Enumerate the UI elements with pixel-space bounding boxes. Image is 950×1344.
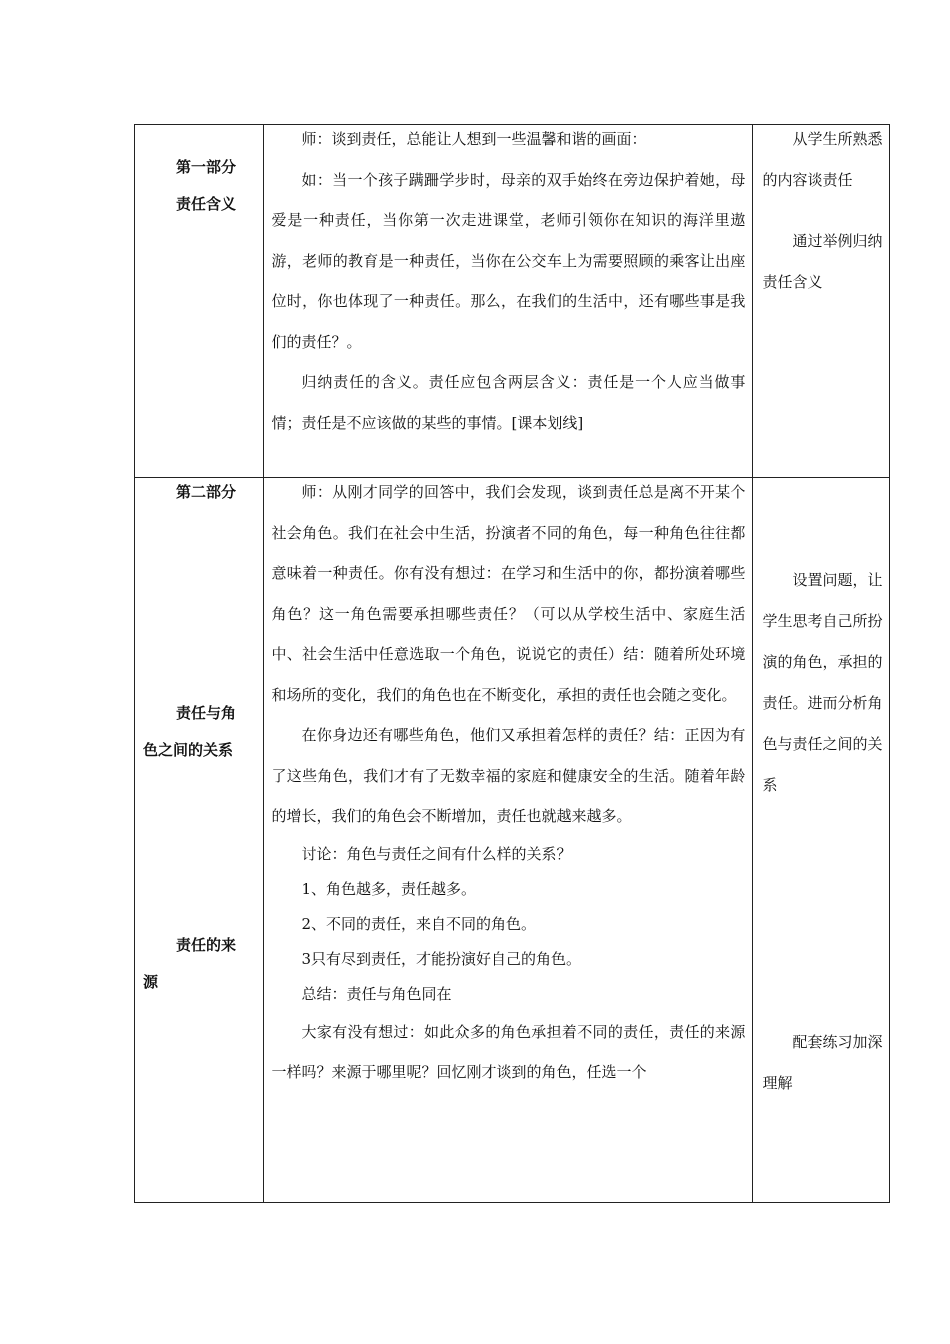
design-note: 通过举例归纳责任含义 bbox=[762, 232, 883, 291]
lesson-plan-table bbox=[134, 124, 890, 1203]
section-title: 第二部分 bbox=[176, 483, 237, 501]
content-paragraph: 1、角色越多，责任越多。 bbox=[301, 879, 477, 898]
design-note: 设置问题，让学生思考自己所扮演的角色，承担的责任。进而分析角色与责任之间的关系 bbox=[762, 571, 883, 794]
section-label-cell bbox=[135, 478, 264, 1203]
section-title: 第一部分 bbox=[176, 158, 237, 176]
content-paragraph: 讨论：角色与责任之间有什么样的关系？ bbox=[301, 844, 572, 863]
content-paragraph: 2、不同的责任，来自不同的角色。 bbox=[301, 914, 537, 933]
content-paragraph: 归纳责任的含义。责任应包含两层含义：责任是一个人应当做事情；责任是不应该做的某些的事情。[课本划线] bbox=[271, 373, 746, 432]
content-paragraph: 3只有尽到责任，才能扮演好自己的角色。 bbox=[301, 949, 582, 968]
table-row-part-two bbox=[135, 478, 890, 1203]
teaching-content-cell bbox=[263, 125, 753, 478]
design-note: 从学生所熟悉的内容谈责任 bbox=[762, 130, 883, 189]
design-note: 配套练习加深理解 bbox=[762, 1033, 883, 1092]
teaching-content-cell bbox=[263, 478, 753, 1203]
content-paragraph: 师：从刚才同学的回答中，我们会发现，谈到责任总是离不开某个社会角色。我们在社会中生活，扮演者不同的角色，每一种角色往往都意味着一种责任。你有没有想过：在学习和生活中的你，都扮演着哪些角色？这一角色需要承担哪些责任？（可以从学校生活中、家庭生活中、社会生活中任意选取一个角色，说说它的责任）结：随着所处环境和场所的变化，我们的角色也在不断变化，承担的责任也会随之变化。 bbox=[271, 483, 746, 704]
content-paragraph: 师：谈到责任，总能让人想到一些温馨和谐的画面： bbox=[301, 130, 647, 148]
design-note-cell bbox=[753, 125, 890, 478]
content-paragraph: 大家有没有想过：如此众多的角色承担着不同的责任，责任的来源一样吗？来源于哪里呢？回忆刚才谈到的角色，任选一个 bbox=[271, 1022, 746, 1081]
content-paragraph: 如：当一个孩子蹒跚学步时，母亲的双手始终在旁边保护着她，母爱是一种责任，当你第一次走进课堂，老师引领你在知识的海洋里遨游，老师的教育是一种责任，当你在公交车上为需要照顾的乘客让出座位时，你也体现了一种责任。那么，在我们的生活中，还有哪些事是我们的责任？。 bbox=[271, 170, 746, 351]
design-note-cell bbox=[753, 478, 890, 1203]
content-paragraph: 总结：责任与角色同在 bbox=[301, 984, 452, 1003]
content-paragraph: 在你身边还有哪些角色，他们又承担着怎样的责任？结：正因为有了这些角色，我们才有了无数幸福的家庭和健康安全的生活。随着年龄的增长，我们的角色会不断增加，责任也就越来越多。 bbox=[271, 726, 746, 825]
section-label-cell bbox=[135, 125, 264, 478]
section-subtitle: 源 bbox=[143, 973, 159, 991]
section-subtitle: 色之间的关系 bbox=[143, 741, 234, 759]
section-subtitle: 责任与角 bbox=[176, 704, 237, 722]
table-row-part-one bbox=[135, 125, 890, 478]
section-subtitle: 责任的来 bbox=[176, 936, 237, 954]
section-subtitle: 责任含义 bbox=[176, 195, 237, 213]
